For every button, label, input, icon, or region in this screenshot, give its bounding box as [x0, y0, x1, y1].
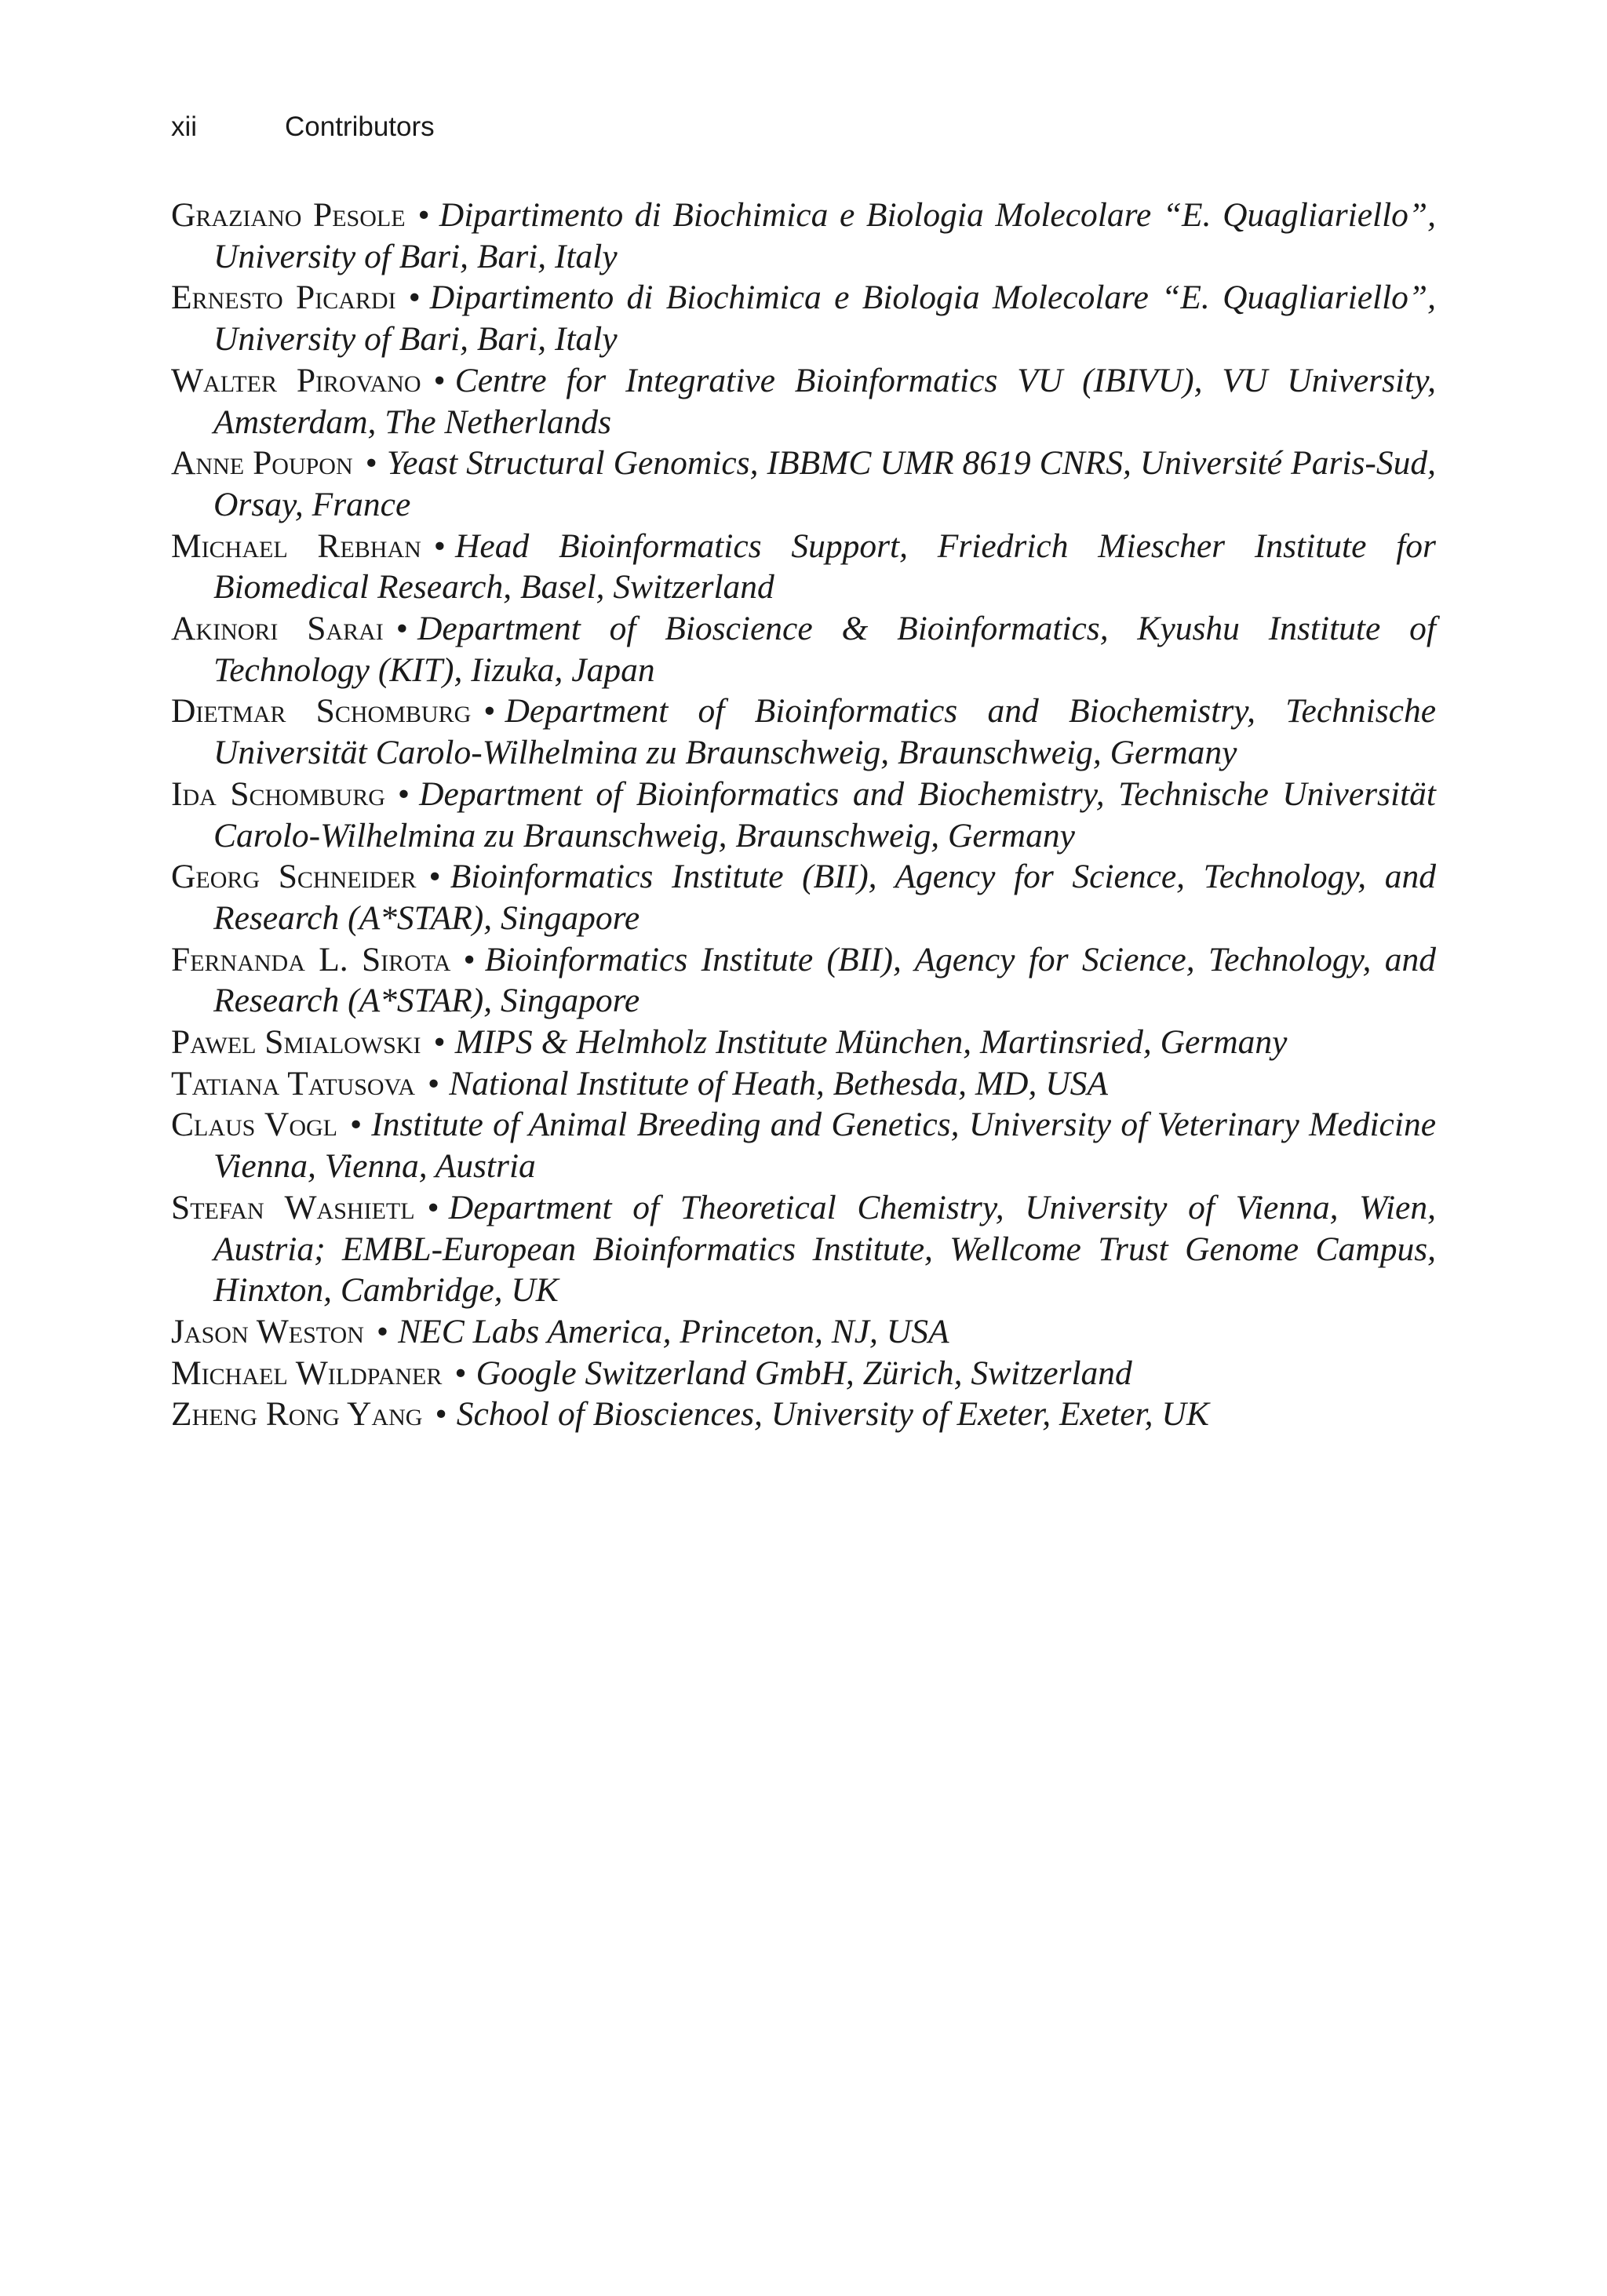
running-head	[171, 110, 435, 144]
bullet-separator: •	[428, 1064, 440, 1102]
contributor-entry	[171, 1187, 1436, 1311]
contributor-name: Dietmar Schomburg	[171, 692, 472, 731]
contributor-entry	[171, 1311, 1436, 1353]
bullet-separator: •	[435, 1395, 447, 1434]
contributor-entry	[171, 195, 1436, 277]
contributor-entry	[171, 1353, 1436, 1394]
bullet-separator: •	[376, 1312, 389, 1350]
contributor-affiliation: Department of Bioscience & Bioinformatics, Kyushu Institute of Technology (KIT), Iizuka, Japan	[213, 610, 1436, 689]
contributor-entry	[171, 360, 1436, 443]
contributor-entry	[171, 691, 1436, 773]
contributor-entry	[171, 1022, 1436, 1063]
section-title: Contributors	[285, 111, 435, 142]
contributor-entry	[171, 608, 1436, 691]
contributor-name: Tatiana Tatusova	[171, 1064, 416, 1102]
contributor-entry	[171, 277, 1436, 359]
contributor-list	[171, 195, 1436, 1435]
contributor-affiliation: Bioinformatics Institute (BII), Agency for Science, Technology, and Research (A*STAR), Singapore	[213, 940, 1436, 1020]
contributor-name: Ida Schomburg	[171, 774, 385, 813]
contributor-affiliation: NEC Labs America, Princeton, NJ, USA	[398, 1312, 949, 1350]
bullet-separator: •	[395, 610, 408, 648]
contributor-affiliation: Google Switzerland GmbH, Zürich, Switzerland	[476, 1354, 1132, 1392]
contributor-entry	[171, 1063, 1436, 1105]
contributor-entry	[171, 1394, 1436, 1435]
contributor-name: Michael Rebhan	[171, 527, 421, 565]
contributor-name: Walter Pirovano	[171, 361, 421, 399]
page-number: xii	[171, 111, 198, 142]
contributor-affiliation: Department of Theoretical Chemistry, University of Vienna, Wien, Austria; EMBL-European Bioinformatics Institute, Wellcome Trust Genome Campus, Hinxton, Cambridge, UK	[213, 1188, 1436, 1310]
contributor-affiliation: Institute of Animal Breeding and Genetics, University of Veterinary Medicine Vienna, Vienna, Austria	[213, 1106, 1436, 1186]
bullet-separator: •	[433, 1023, 446, 1062]
bullet-separator: •	[397, 774, 410, 813]
contributor-affiliation: Department of Bioinformatics and Biochemistry, Technische Universität Carolo-Wilhelmina zu Braunschweig, Braunschweig, Germany	[213, 774, 1436, 855]
contributor-name: Georg Schneider	[171, 858, 417, 896]
contributor-name: Pawel Smialowski	[171, 1023, 421, 1062]
contributor-name: Anne Poupon	[171, 444, 353, 483]
contributor-affiliation: Head Bioinformatics Support, Friedrich Miescher Institute for Biomedical Research, Basel, Switzerland	[213, 527, 1436, 607]
contributor-name: Zheng Rong Yang	[171, 1395, 423, 1434]
contributor-name: Jason Weston	[171, 1312, 364, 1350]
contributor-affiliation: Dipartimento di Biochimica e Biologia Molecolare “E. Quagliariello”, University of Bari, Bari, Italy	[213, 196, 1437, 275]
contributor-name: Michael Wildpaner	[171, 1354, 443, 1392]
contributor-entry	[171, 856, 1436, 938]
contributor-affiliation: MIPS & Helmholz Institute München, Martinsried, Germany	[454, 1023, 1288, 1062]
contributor-name: Fernanda L. Sirota	[171, 940, 451, 979]
bullet-separator: •	[408, 279, 421, 317]
contributor-name: Ernesto Picardi	[171, 279, 396, 317]
bullet-separator: •	[417, 196, 430, 234]
contributor-name: Stefan Washietl	[171, 1188, 415, 1226]
contributor-affiliation: Centre for Integrative Bioinformatics VU (IBIVU), VU University, Amsterdam, The Netherlands	[213, 361, 1436, 441]
contributor-affiliation: School of Biosciences, University of Exeter, Exeter, UK	[456, 1395, 1209, 1434]
bullet-separator: •	[483, 692, 496, 731]
contributor-entry	[171, 939, 1436, 1022]
bullet-separator: •	[428, 858, 441, 896]
bullet-separator: •	[433, 361, 446, 399]
contributor-name: Akinori Sarai	[171, 610, 384, 648]
contributor-affiliation: National Institute of Heath, Bethesda, MD, USA	[449, 1064, 1108, 1102]
bullet-separator: •	[454, 1354, 467, 1392]
contributor-entry	[171, 526, 1436, 608]
bullet-separator: •	[463, 940, 476, 979]
bullet-separator: •	[433, 527, 446, 565]
bullet-separator: •	[427, 1188, 439, 1226]
contributor-name: Graziano Pesole	[171, 196, 406, 234]
contributor-affiliation: Department of Bioinformatics and Biochemistry, Technische Universität Carolo-Wilhelmina zu Braunschweig, Braunschweig, Germany	[213, 692, 1436, 772]
contributor-affiliation: Bioinformatics Institute (BII), Agency for Science, Technology, and Research (A*STAR), Singapore	[213, 858, 1436, 937]
contributor-entry	[171, 774, 1436, 856]
bullet-separator: •	[350, 1106, 363, 1144]
contributor-affiliation: Yeast Structural Genomics, IBBMC UMR 8619 CNRS, Université Paris-Sud, Orsay, France	[213, 444, 1436, 523]
contributor-entry	[171, 1104, 1436, 1186]
contributor-affiliation: Dipartimento di Biochimica e Biologia Molecolare “E. Quagliariello”, University of Bari, Bari, Italy	[213, 279, 1436, 359]
contributor-entry	[171, 443, 1436, 525]
contributor-name: Claus Vogl	[171, 1106, 338, 1144]
bullet-separator: •	[365, 444, 377, 483]
